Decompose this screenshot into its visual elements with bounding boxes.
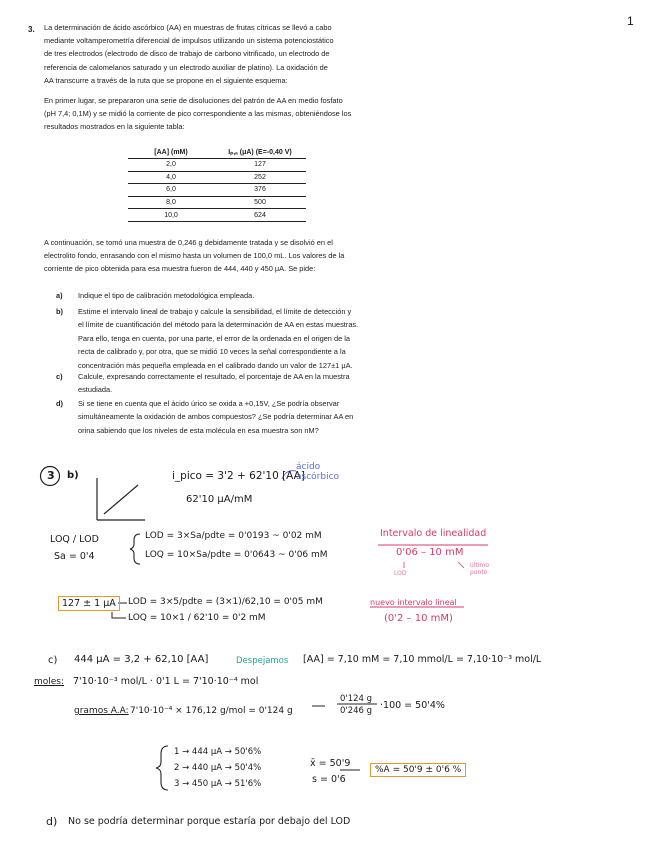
interval-sub-left: LOD [394,570,407,577]
table-header: Iₚ,ₐ (μA) (E=-0,40 V) [214,146,306,159]
table-cell: 624 [214,209,306,222]
table-cell: 376 [214,184,306,197]
text-line: Estime el intervalo lineal de trabajo y calcule la sensibilidad, el límite de detección y [78,307,352,316]
brace [156,746,168,790]
new-interval-title: nuevo intervalo lineal [370,598,457,607]
arrow [112,612,126,618]
sd-value: s = 0'6 [312,774,346,785]
loq-lod-label: LOQ / LOD [50,534,99,545]
text-line: electrolito fondo, enrasando con el mismo hasta un volumen de 100,0 mL. Los valores de la [44,251,345,261]
d-answer: No se podría determinar porque estaría por debajo del LOD [68,816,351,827]
text-line: Si se tiene en cuenta que el ácido úrico se oxida a +0,15V, ¿Se podría observar [78,399,340,408]
text-line: Indique el tipo de calibración metodológica empleada. [78,291,255,300]
ipico-equation: i_pico = 3'2 + 62'10 [AA] [172,470,305,482]
text-line: AA transcurre a través de la ruta que se propone en el siguiente esquema: [44,75,288,85]
replicates-list [174,744,261,792]
table-header: [AA] (mM) [128,146,214,159]
pct-result: ·100 = 50'4% [380,700,445,711]
part-b-label: b) [67,470,79,481]
part-c-label: c) [48,655,58,666]
c-equation: 444 μA = 3,2 + 62,10 [AA] [74,654,209,665]
text-line: resultados mostrados en la siguiente tabla: [44,122,185,132]
text-line: orina sabiendo que los niveles de esta molécula en esa muestra son nM? [78,425,319,435]
sensitivity: 62'10 μA/mM [186,494,253,505]
despejamos-note: Despejamos [236,656,289,666]
brace [130,534,140,564]
text-line: La determinación de ácido ascórbico (AA) en muestras de frutas cítricas se llevó a cabo [44,23,332,32]
circled-number: 3 [47,469,55,482]
text-line: Calcule, expresando correctamente el resultado, el porcentaje de AA en la muestra [78,372,350,381]
text-line: (pH 7,4; 0,1M) y se midió la corriente de pico correspondiente a las mismas, obteniéndose los [44,109,352,119]
list-item: 3 → 450 μA → 51'6% [174,779,262,789]
new-interval-value: (0'2 – 10 mM) [384,613,453,624]
loq-line: LOQ = 10×Sa/pdte = 0'0643 ~ 0'06 mM [145,550,328,560]
text-line: de tres electrodos (electrodo de disco de trabajo de carbono vitrificado, un electrodo de [44,49,330,59]
text-line: recta de calibrado y, por otra, que se midió 10 veces la señal correspondiente a la [78,347,346,357]
list-item: 1 → 444 μA → 50'6% [174,747,262,757]
item-label: c) [56,372,63,381]
final-result: %A = 50'9 ± 0'6 % [370,763,466,777]
text-line: En primer lugar, se prepararon una serie de disoluciones del patrón de AA en medio fosfato [44,96,343,105]
acido-note: ácido ascórbico [296,462,340,482]
text-line: el límite de cuantificación del método para la determinación de AA en estas muestras. [78,320,359,330]
table-cell: 6,0 [128,184,214,197]
list-item: 2 → 440 μA → 50'4% [174,763,262,773]
lod2-line: LOD = 3×5/pdte = (3×1)/62,10 = 0'05 mM [128,597,323,607]
graph-line [104,485,138,514]
problem-number: 3. [28,25,35,34]
table-cell: 500 [214,196,306,209]
text-line: corriente de pico obtenida para esa muestra fueron de 444, 440 y 450 μA. Se pide: [44,264,316,274]
page-number: 1 [627,14,634,28]
text-line: mediante voltamperometría diferencial de impulsos utilizando un sistema potenciostático [44,36,334,46]
text-line: estudiada. [78,385,113,395]
pct-denominator: 0'246 g [340,706,373,716]
c-result: [AA] = 7,10 mM = 7,10 mmol/L = 7,10·10⁻³ mol/L [303,654,542,665]
text-line: simultáneamente la oxidación de ambos compuestos? ¿Se podría determinar AA en [78,412,354,422]
table-cell: 252 [214,171,306,184]
table-cell: 2,0 [128,159,214,172]
interval-value: 0'06 – 10 mM [396,547,464,558]
sa-value: Sa = 0'4 [54,551,95,562]
text-line: concentración más pequeña empleada en el calibrado dando un valor de 127±1 μA. [78,360,353,370]
interval-title: Intervalo de linealidad [380,528,487,539]
moles-label: moles: [34,677,65,687]
text-line: Para ello, tenga en cuenta, por una parte, el error de la ordenada en el origen de la [78,333,350,343]
interval-sub-right: último punto [470,562,490,576]
gramos-label: gramos A.A: [74,706,129,716]
part-d-label: d) [46,815,58,828]
item-label: a) [56,291,63,300]
table-cell: 127 [214,159,306,172]
table-cell: 10,0 [128,209,214,222]
item-label: d) [56,399,63,408]
pct-numerator: 0'124 g [340,694,373,704]
moles-equation: 7'10·10⁻³ mol/L · 0'1 L = 7'10·10⁻⁴ mol [73,676,259,687]
boxed-signal: 127 ± 1 μA [58,596,120,611]
lod-line: LOD = 3×Sa/pdte = 0'0193 ~ 0'02 mM [145,531,322,541]
table-cell: 4,0 [128,171,214,184]
loq2-line: LOQ = 10×1 / 62'10 = 0'2 mM [128,613,266,623]
text-line: referencia de calomelanos saturado y un electrodo auxiliar de platino). La oxidación de [44,62,328,72]
gramos-equation: 7'10·10⁻⁴ × 176,12 g/mol = 0'124 g [130,706,293,716]
mean-value: x̄ = 50'9 [310,758,351,769]
tick-mark [458,562,464,568]
table-cell: 8,0 [128,196,214,209]
item-label: b) [56,307,63,316]
text-line: A continuación, se tomó una muestra de 0,246 g debidamente tratada y se disolvió en el [44,238,333,247]
